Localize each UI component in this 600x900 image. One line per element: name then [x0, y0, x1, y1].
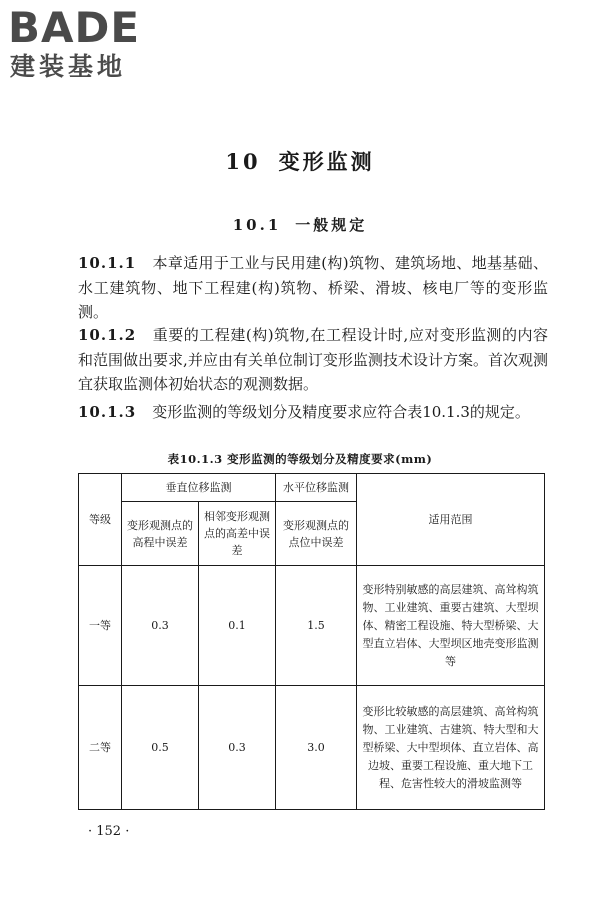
cell-grade: 一等 — [79, 566, 122, 686]
clause-text: 重要的工程建(构)筑物,在工程设计时,应对变形监测的内容和范围做出要求,并应由有关单位制订变形监测技术设计方案。首次观测宜获取监测体初始状态的观测数据。 — [78, 326, 548, 393]
section-title: 一般规定 — [295, 216, 368, 234]
cell-v-adjacent: 0.1 — [199, 566, 276, 686]
table-header-row — [79, 474, 545, 502]
clause-number: 10.1.1 — [78, 254, 137, 272]
section-heading — [0, 214, 600, 235]
clause-paragraph — [78, 323, 548, 397]
cell-grade: 二等 — [79, 686, 122, 810]
clause-paragraph — [78, 400, 548, 425]
header-vertical-group: 垂直位移监测 — [122, 474, 276, 502]
table-row — [79, 566, 545, 686]
logo-subtitle: 建装基地 — [10, 52, 127, 81]
clause-paragraph — [78, 251, 548, 325]
cell-h-point: 1.5 — [276, 566, 357, 686]
header-v-adjacent-error: 相邻变形观测点的高差中误差 — [199, 502, 276, 566]
logo-wordmark: BADE — [8, 3, 141, 52]
page-number: · 152 · — [88, 824, 130, 839]
cell-v-adjacent: 0.3 — [199, 686, 276, 810]
clause-number: 10.1.3 — [78, 403, 137, 421]
chapter-title: 变形监测 — [278, 149, 375, 174]
precision-table — [78, 473, 545, 810]
chapter-heading — [0, 146, 600, 176]
clause-number: 10.1.2 — [78, 326, 137, 344]
logo — [8, 4, 178, 86]
header-h-point-error: 变形观测点的点位中误差 — [276, 502, 357, 566]
cell-v-elev: 0.5 — [122, 686, 199, 810]
cell-scope: 变形比较敏感的高层建筑、高耸构筑物、工业建筑、古建筑、特大型和大型桥梁、大中型坝体、直立岩体、高边坡、重要工程设施、重大地下工程、危害性较大的滑坡监测等 — [357, 686, 545, 810]
header-scope: 适用范围 — [357, 474, 545, 566]
cell-scope: 变形特别敏感的高层建筑、高耸构筑物、工业建筑、重要古建筑、大型坝体、精密工程设施、特大型桥梁、大型直立岩体、大型坝区地壳变形监测等 — [357, 566, 545, 686]
clause-text: 变形监测的等级划分及精度要求应符合表10.1.3的规定。 — [152, 403, 530, 421]
table-caption: 表10.1.3 变形监测的等级划分及精度要求(mm) — [167, 452, 433, 466]
table-row — [79, 686, 545, 810]
cell-h-point: 3.0 — [276, 686, 357, 810]
header-horizontal-group: 水平位移监测 — [276, 474, 357, 502]
header-grade: 等级 — [79, 474, 122, 566]
clause-text: 本章适用于工业与民用建(构)筑物、建筑场地、地基基础、水工建筑物、地下工程建(构)筑物、桥梁、滑坡、核电厂等的变形监测。 — [78, 254, 548, 321]
chapter-number: 10 — [225, 149, 261, 174]
cell-v-elev: 0.3 — [122, 566, 199, 686]
section-number: 10.1 — [232, 216, 282, 234]
header-v-elev-error: 变形观测点的高程中误差 — [122, 502, 199, 566]
